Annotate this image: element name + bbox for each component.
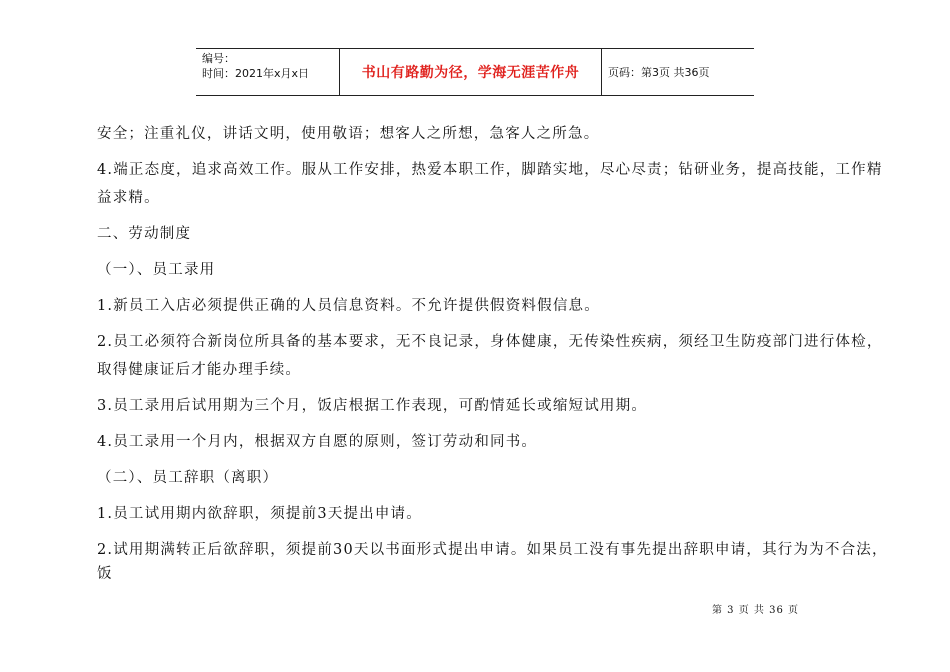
- body-line: 1.员工试用期内欲辞职，须提前3天提出申请。: [97, 506, 422, 522]
- body-line: 1.新员工入店必须提供正确的人员信息资料。不允许提供假资料假信息。: [97, 298, 600, 314]
- body-line: 取得健康证后才能办理手续。: [97, 362, 302, 378]
- document-body: [97, 122, 889, 586]
- subsection-heading: （一）、员工录用: [97, 262, 216, 278]
- body-line: 3.员工录用后试用期为三个月，饭店根据工作表现，可酌情延长或缩短试用期。: [97, 398, 648, 414]
- footer-page-number: 第 3 页 共 36 页: [712, 605, 799, 616]
- header-motto-cell: [340, 49, 602, 95]
- body-line: 安全；注重礼仪，讲话文明，使用敬语；想客人之所想，急客人之所急。: [97, 126, 600, 142]
- section-heading: 二、劳动制度: [97, 226, 192, 242]
- body-line: 2.员工必须符合新岗位所具备的基本要求，无不良记录，身体健康，无传染性疾病，须经卫生防疫部门进行体检，: [97, 334, 883, 350]
- subsection-heading: （二）、员工辞职（离职）: [97, 470, 279, 486]
- motto-text: 书山有路勤为径，学海无涯苦作舟: [361, 65, 580, 81]
- page-label: 页码：第3页 共36页: [608, 66, 710, 79]
- body-line: 4.员工录用一个月内，根据双方自愿的原则，签订劳动和同书。: [97, 434, 538, 450]
- header-meta-cell: [196, 49, 340, 95]
- page-footer: [712, 601, 799, 616]
- number-label: 编号：: [202, 52, 235, 65]
- header-page-cell: [602, 49, 754, 95]
- body-line: 2.试用期满转正后欲辞职，须提前30天以书面形式提出申请。如果员工没有事先提出辞职申请，其行为为不合法，饭: [97, 542, 888, 582]
- body-line: 益求精。: [97, 190, 160, 206]
- body-line: 4.端正态度，追求高效工作。服从工作安排，热爱本职工作，脚踏实地，尽心尽责；钻研业务，提高技能，工作精: [97, 162, 883, 178]
- document-header: [196, 48, 754, 96]
- time-label: 时间：2021年x月x日: [202, 67, 310, 80]
